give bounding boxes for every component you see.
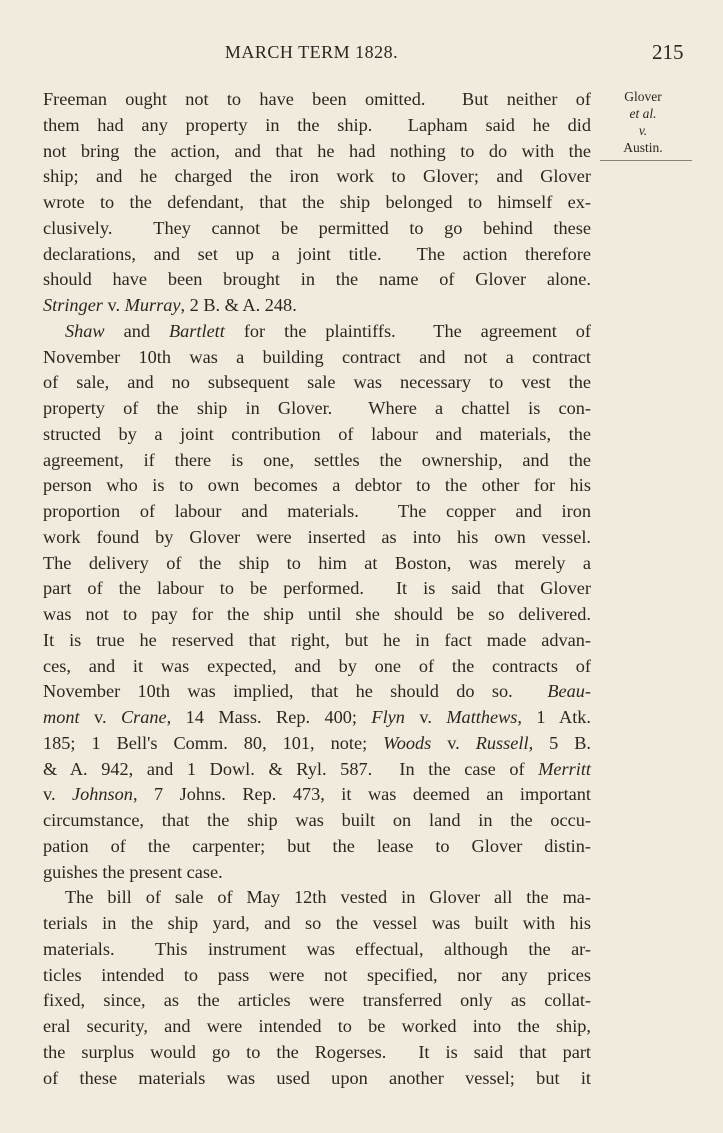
text-segment: agreement, if there is one, settles the ownership, and the xyxy=(43,449,591,470)
text-segment: , 14 Mass. Rep. 400; xyxy=(166,707,372,727)
text-line xyxy=(43,860,591,886)
text-segment: proportion of labour and materials. The copper and iron xyxy=(43,501,591,521)
body-text xyxy=(43,87,591,1091)
text-line xyxy=(43,293,591,319)
text-segment: v. xyxy=(431,732,476,753)
text-line xyxy=(43,885,591,911)
text-line xyxy=(43,705,591,731)
text-segment: 185; 1 Bell's Comm. 80, 101, note; xyxy=(43,732,384,753)
text-line xyxy=(43,473,591,499)
text-segment: v. xyxy=(43,784,73,805)
text-line xyxy=(43,345,591,371)
text-segment: part of the labour to be performed. It is said that Glover xyxy=(43,578,591,599)
text-line xyxy=(43,87,591,113)
text-segment: It is true he reserved that right, but he in fact made advan- xyxy=(43,629,591,650)
text-line xyxy=(43,628,591,654)
italic-citation-text: Shaw xyxy=(65,320,105,341)
text-segment: wrote to the defendant, that the ship belonged to himself ex- xyxy=(43,192,591,212)
text-segment: person who is to own becomes a debtor to the other for his xyxy=(43,475,591,496)
text-segment: ticles intended to pass were not specified, nor any prices xyxy=(43,964,591,985)
text-line xyxy=(43,499,591,525)
text-segment: November 10th was implied, that he should do so. xyxy=(43,681,548,702)
text-line xyxy=(43,731,591,757)
text-segment: property of the ship in Glover. Where a chattel is con- xyxy=(43,398,591,418)
italic-citation-text: Flyn xyxy=(371,707,405,727)
italic-citation-text: Johnson xyxy=(72,784,133,805)
text-segment: v. xyxy=(79,707,121,727)
text-segment: circumstance, that the ship was built on land in the occu- xyxy=(43,810,591,830)
text-segment: guishes the present case. xyxy=(43,861,223,882)
italic-citation-text: Woods xyxy=(383,732,432,753)
text-segment: and xyxy=(104,320,169,341)
text-line xyxy=(43,782,591,808)
text-line xyxy=(43,963,591,989)
italic-citation-text: Murray xyxy=(124,295,181,315)
text-line xyxy=(43,422,591,448)
text-line xyxy=(43,988,591,1014)
italic-citation-text: Matthews xyxy=(446,707,518,727)
text-line xyxy=(43,216,591,242)
italic-citation-text: Beau- xyxy=(547,681,591,702)
margin-note-rule xyxy=(600,160,692,161)
text-line xyxy=(43,242,591,268)
text-segment: fixed, since, as the articles were transferred only as collat- xyxy=(43,990,591,1011)
text-segment: The delivery of the ship to him at Boston, was merely a xyxy=(43,552,591,573)
text-segment: ship; and he charged the iron work to Glover; and Glover xyxy=(43,166,591,187)
text-line xyxy=(43,190,591,216)
text-segment: not bring the action, and that he had nothing to do with the xyxy=(43,140,591,161)
text-line xyxy=(43,267,591,293)
margin-note-case-name xyxy=(604,88,682,156)
text-segment: ces, and it was expected, and by one of the contracts of xyxy=(43,655,591,676)
text-segment: The bill of sale of May 12th vested in Glover all the ma- xyxy=(65,887,591,908)
italic-citation-text: mont xyxy=(43,707,80,727)
text-line xyxy=(43,525,591,551)
text-line xyxy=(43,602,591,628)
italic-citation-text: Crane xyxy=(120,707,167,727)
text-line xyxy=(43,576,591,602)
text-line xyxy=(43,319,591,345)
text-segment: , 2 B. & A. 248. xyxy=(180,295,297,315)
italic-citation-text: Merritt xyxy=(538,758,591,779)
text-segment: Freeman ought not to have been omitted. But neither of xyxy=(43,89,591,109)
text-segment: declarations, and set up a joint title. The action therefore xyxy=(43,243,591,264)
text-segment: of these materials was used upon another vessel; but it xyxy=(43,1067,591,1088)
italic-citation-text: Russell xyxy=(475,732,529,753)
text-segment: eral security, and were intended to be worked into the ship, xyxy=(43,1016,591,1036)
text-line xyxy=(43,911,591,937)
text-segment: for the plaintiffs. The agreement of xyxy=(224,320,592,341)
text-segment: pation of the carpenter; but the lease to Glover distin- xyxy=(43,835,591,856)
text-segment: , 5 B. xyxy=(528,732,592,753)
text-line xyxy=(43,834,591,860)
text-segment: of sale, and no subsequent sale was necessary to vest the xyxy=(43,372,591,393)
text-line xyxy=(43,1014,591,1040)
text-segment: clusively. They cannot be permitted to go behind these xyxy=(43,217,591,238)
text-segment: structed by a joint contribution of labour and materials, the xyxy=(43,423,591,444)
text-segment: them had any property in the ship. Lapham said he did xyxy=(43,114,591,135)
text-segment: terials in the ship yard, and so the vessel was built with his xyxy=(43,913,591,933)
text-segment: November 10th was a building contract and not a contract xyxy=(43,346,591,367)
text-line xyxy=(43,164,591,190)
text-line xyxy=(43,370,591,396)
text-line xyxy=(43,1040,591,1066)
margin-note-versus: v. xyxy=(638,123,648,138)
italic-citation-text: Stringer xyxy=(43,295,103,315)
text-segment: work found by Glover were inserted as into his own vessel. xyxy=(43,526,591,547)
text-line xyxy=(43,808,591,834)
text-line xyxy=(43,679,591,705)
text-segment: the surplus would go to the Rogerses. It is said that part xyxy=(43,1041,591,1062)
margin-note-defendant: Austin. xyxy=(623,140,663,155)
text-line xyxy=(43,448,591,474)
text-segment: was not to pay for the ship until she should be so delivered. xyxy=(43,604,591,624)
text-segment: , 7 Johns. Rep. 473, it was deemed an important xyxy=(132,784,592,805)
text-segment: v. xyxy=(404,707,447,727)
text-segment: materials. This instrument was effectual, although the ar- xyxy=(43,938,591,959)
text-line xyxy=(43,654,591,680)
running-head: MARCH TERM 1828. xyxy=(224,42,399,62)
text-segment: , 1 Atk. xyxy=(517,707,591,727)
margin-note-plaintiff: Glover xyxy=(624,89,662,104)
text-segment: should have been brought in the name of Glover alone. xyxy=(43,269,591,290)
text-line xyxy=(43,139,591,165)
text-line xyxy=(43,757,591,783)
text-line xyxy=(43,396,591,422)
text-segment: v. xyxy=(102,295,125,315)
text-line xyxy=(43,1066,591,1092)
margin-note-et-al: et al. xyxy=(629,106,657,121)
text-line xyxy=(43,113,591,139)
text-line xyxy=(43,551,591,577)
page-number: 215 xyxy=(652,40,684,64)
text-segment: & A. 942, and 1 Dowl. & Ryl. 587. In the case of xyxy=(43,758,539,779)
text-line xyxy=(43,937,591,963)
italic-citation-text: Bartlett xyxy=(168,320,225,341)
